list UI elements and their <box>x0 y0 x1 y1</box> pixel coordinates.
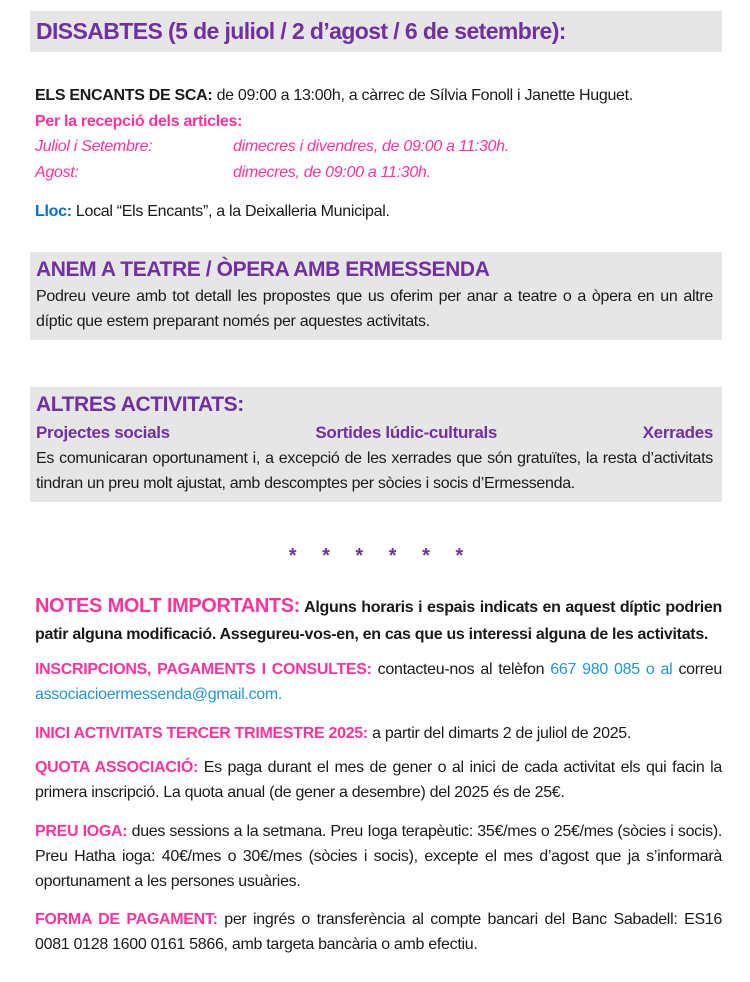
altres-column-xerrades: Xerrades <box>642 423 713 442</box>
email-link[interactable]: associacioermessenda@gmail.com. <box>35 686 283 703</box>
altres-column-projectes: Projectes socials <box>36 423 170 442</box>
location-line <box>35 199 722 224</box>
contact-label: INSCRIPCIONS, PAGAMENTS I CONSULTES: <box>35 661 372 678</box>
inici-text: a partir del dimarts 2 de juliol de 2025. <box>367 725 632 742</box>
pagament-paragraph <box>35 907 722 957</box>
inici-label: INICI ACTIVITATS TERCER TRIMESTRE 2025: <box>35 725 368 742</box>
page-title: DISSABTES (5 de juliol / 2 d’agost / 6 de setembre): <box>36 18 566 44</box>
preu-ioga-paragraph <box>35 819 722 894</box>
contact-text-between: correu <box>672 661 723 678</box>
altres-section <box>30 387 722 502</box>
altres-columns <box>36 419 713 446</box>
asterisk-separator: * * * * * * <box>288 545 464 567</box>
quota-paragraph <box>35 755 722 805</box>
notes-text: Alguns horaris i espais indicats en aquest díptic podrien patir alguna modificació. Assegureu-vos-en, en cas que us interessi alguna de les activitats. <box>35 599 722 643</box>
preu-ioga-label: PREU IOGA: <box>35 823 128 840</box>
inici-line <box>35 721 722 746</box>
reception-heading: Per la recepció dels articles: <box>35 113 243 130</box>
schedule-label: Agost: <box>35 164 79 181</box>
altres-body: Es comunicaran oportunament i, a excepció de les xerrades que són gratuïtes, la resta d’activitats tindran un preu molt ajustat, amb descomptes per sòcies i socis d’Ermessenda. <box>36 450 713 492</box>
schedule-label: Juliol i Setembre: <box>35 138 153 155</box>
schedule-value: dimecres i divendres, de 09:00 a 11:30h. <box>233 138 509 155</box>
schedule-row-agost <box>35 160 722 186</box>
phone-number: 667 980 085 o al <box>550 661 673 678</box>
contact-paragraph <box>35 657 722 707</box>
encants-label: ELS ENCANTS DE SCA: <box>35 87 213 104</box>
teatre-title: ANEM A TEATRE / ÒPERA AMB ERMESSENDA <box>36 258 490 281</box>
notes-label: NOTES MOLT IMPORTANTS: <box>35 595 300 617</box>
pagament-text: per ingrés o transferència al compte bancari del Banc Sabadell: ES16 0081 0128 1600 0161 5866, amb targeta bancària o amb efectiu. <box>35 911 723 953</box>
notes-paragraph <box>35 593 722 648</box>
encants-text: de 09:00 a 13:00h, a càrrec de Sílvia Fonoll i Janette Huguet. <box>212 87 633 104</box>
location-text: Local “Els Encants”, a la Deixalleria Municipal. <box>71 203 390 220</box>
contact-text-before-phone: contacteu-nos al telèfon <box>371 661 551 678</box>
altres-title: ALTRES ACTIVITATS: <box>36 393 244 416</box>
pagament-label: FORMA DE PAGAMENT: <box>35 911 218 928</box>
schedule-row-juliol-setembre <box>35 134 722 160</box>
quota-text: Es paga durant el mes de gener o al inici de cada activitat els qui facin la primera inscripció. La quota anual (de gener a desembre) del 2025 és de 25€. <box>35 759 722 801</box>
altres-column-sortides: Sortides lúdic-culturals <box>315 423 498 442</box>
quota-label: QUOTA ASSOCIACIÓ: <box>35 759 198 776</box>
teatre-section <box>30 252 722 340</box>
location-label: Lloc: <box>35 203 72 220</box>
teatre-body: Podreu veure amb tot detall les propostes que us oferim per anar a teatre o a òpera en un altre díptic que estem preparant només per aquestes activitats. <box>36 288 713 330</box>
preu-ioga-text: dues sessions a la setmana. Preu Ioga terapèutic: 35€/mes o 25€/mes (sòcies i socis). Preu Hatha ioga: 40€/mes o 30€/mes (sòcies i socis), excepte el mes d’agost que ja s’informarà oportunament a les persones usuàries. <box>35 823 722 890</box>
schedule-value: dimecres, de 09:00 a 11:30h. <box>233 164 431 181</box>
main-banner <box>30 11 722 52</box>
encants-line <box>35 83 722 108</box>
